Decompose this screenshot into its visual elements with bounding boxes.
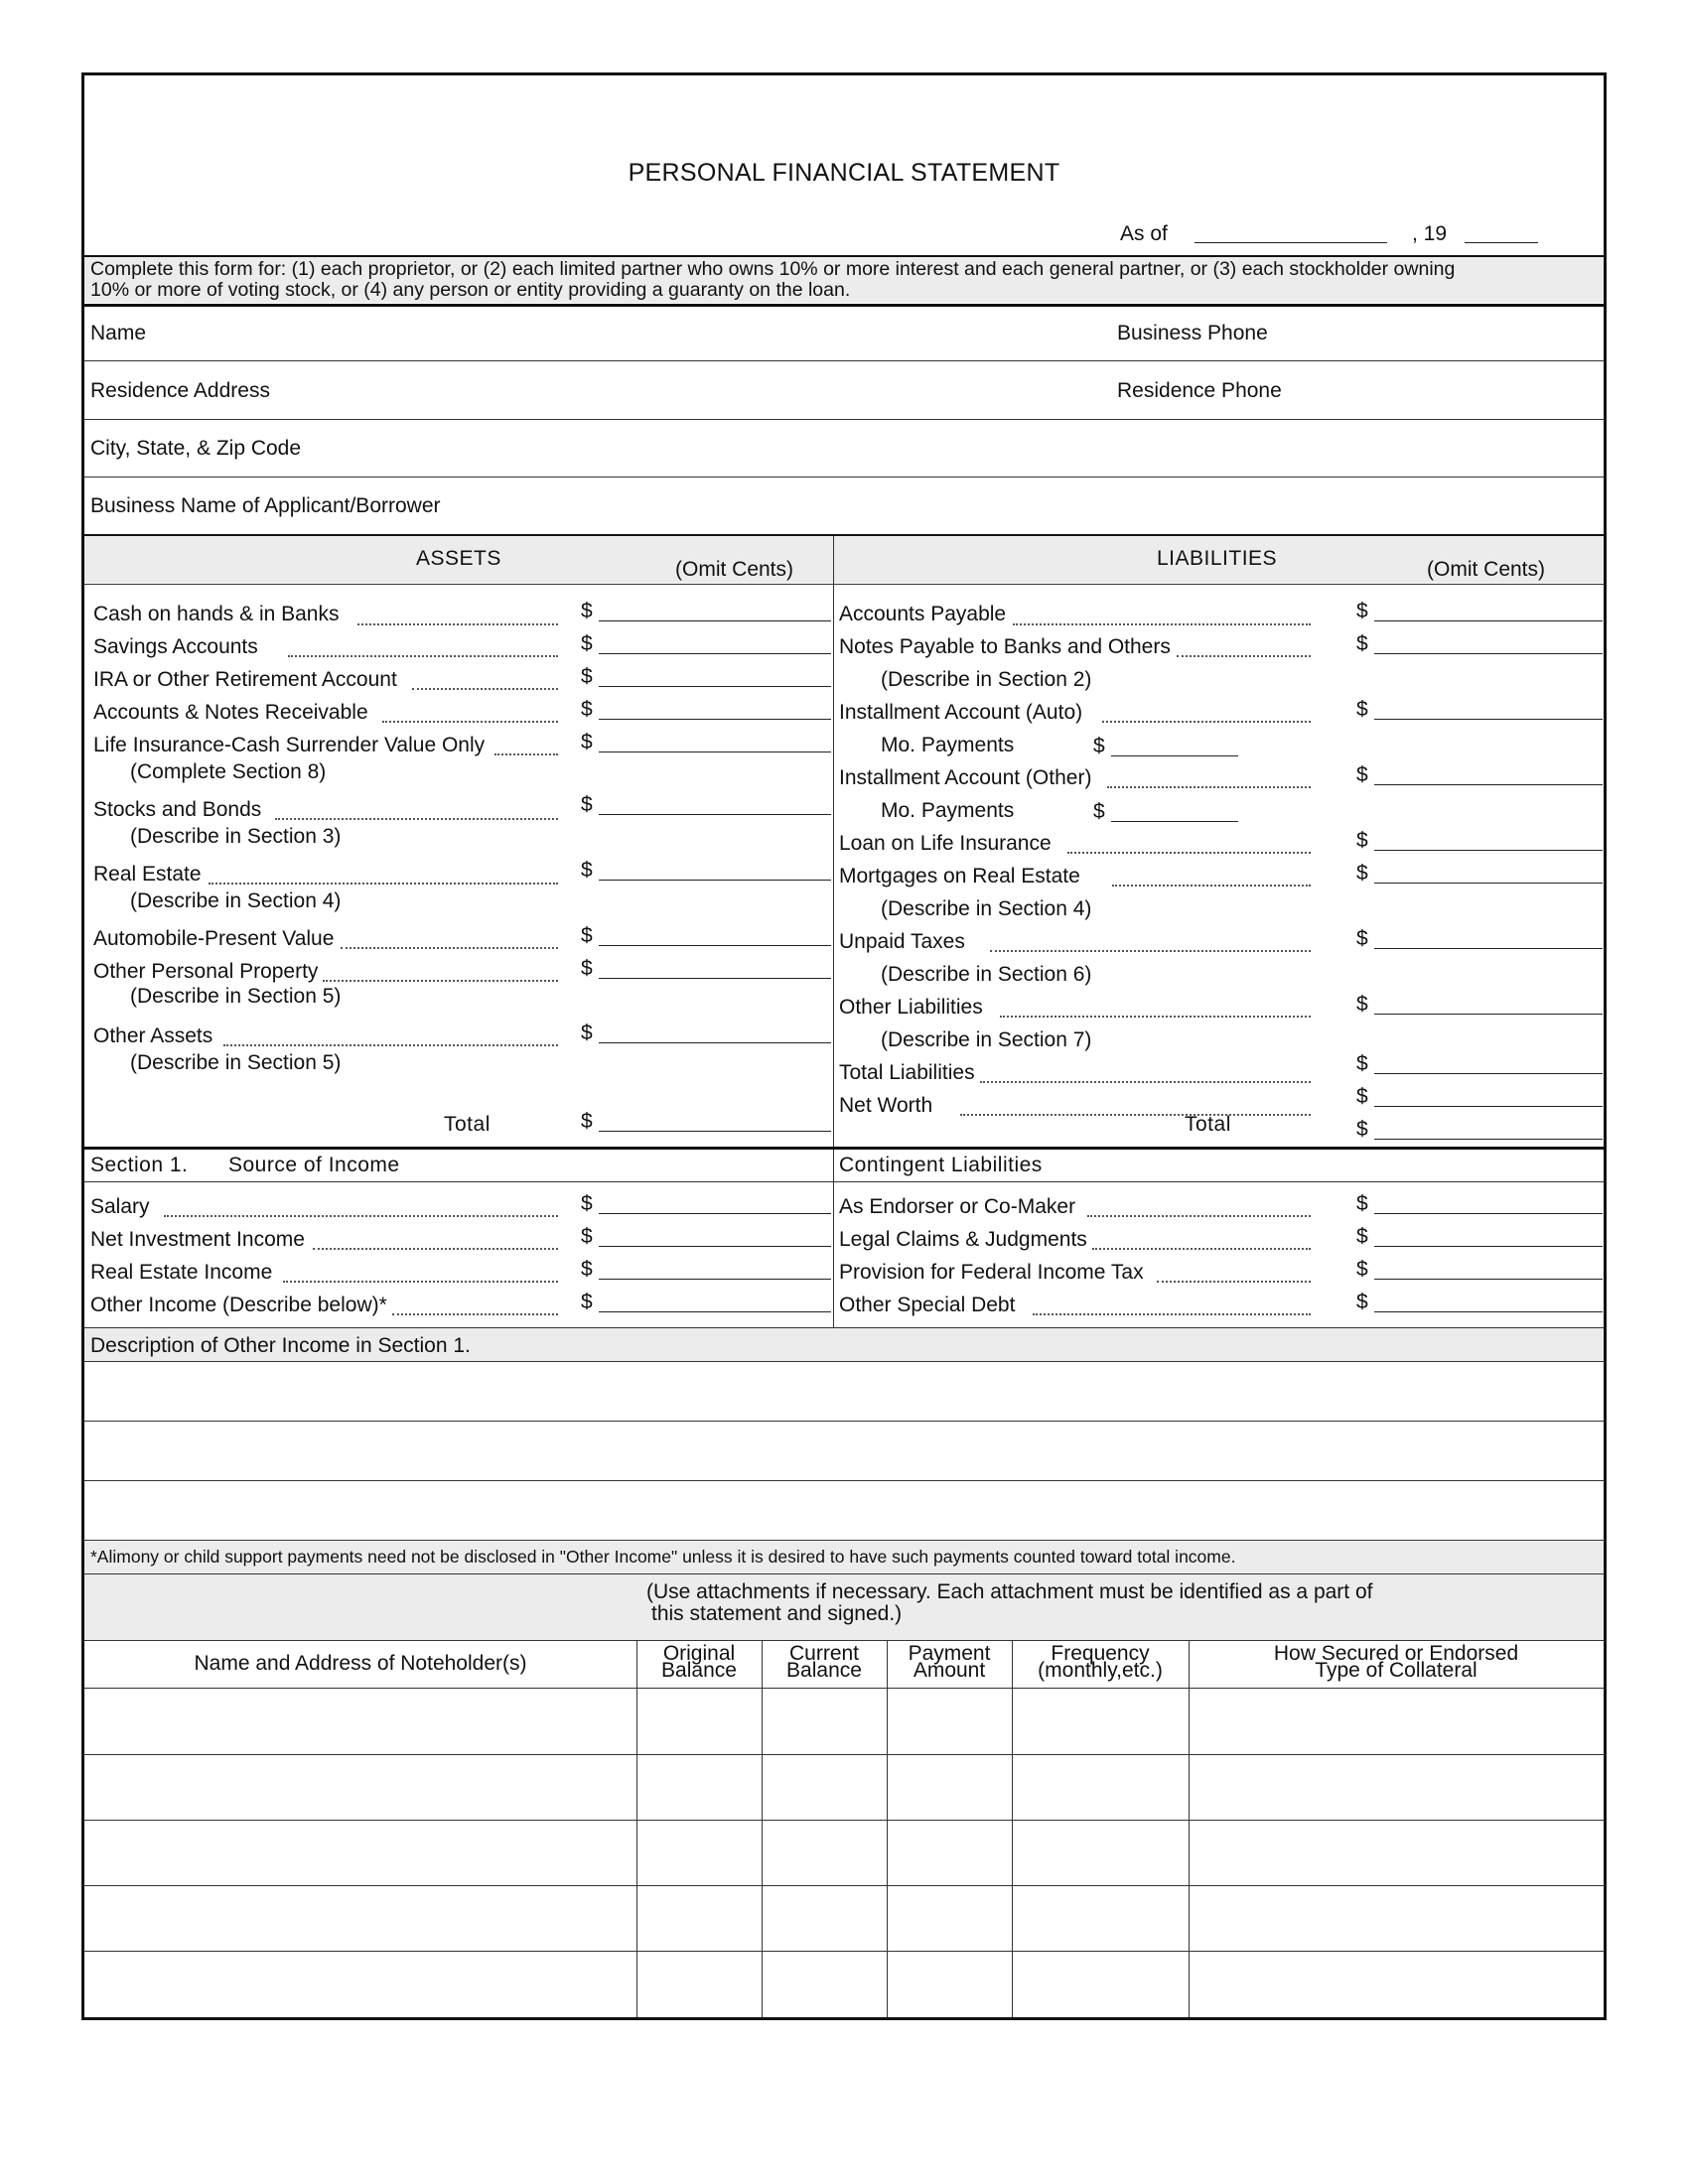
table-cell[interactable] xyxy=(1189,1951,1604,2016)
dollar-sign: $ xyxy=(581,793,593,816)
as-of-label: As of xyxy=(1120,222,1168,245)
table-cell[interactable] xyxy=(1189,1820,1604,1885)
liability-amount-field[interactable] xyxy=(1374,719,1603,720)
income-amount-field[interactable] xyxy=(599,1279,831,1280)
income-label: Salary xyxy=(90,1195,150,1218)
dollar-sign: $ xyxy=(1356,1118,1368,1141)
table-cell[interactable] xyxy=(762,1754,887,1820)
alimony-note: *Alimony or child support payments need not be disclosed in "Other Income" unless it is desired to have such payments counted toward total income. xyxy=(90,1547,1236,1567)
col-frequency-1: Frequency xyxy=(1051,1642,1150,1665)
residence-phone-label: Residence Phone xyxy=(1117,379,1282,402)
liability-sub-label: Mo. Payments xyxy=(881,799,1015,822)
asset-amount-field[interactable] xyxy=(599,880,831,881)
table-cell[interactable] xyxy=(762,1689,887,1754)
liabilities-header: LIABILITIES xyxy=(1157,547,1278,570)
dollar-sign: $ xyxy=(581,1192,593,1215)
liability-amount-field[interactable] xyxy=(1374,948,1603,949)
asset-note: (Describe in Section 5) xyxy=(130,1051,342,1074)
liability-label: Loan on Life Insurance xyxy=(839,832,1052,855)
table-cell[interactable] xyxy=(84,1951,636,2016)
name-label: Name xyxy=(90,322,147,344)
col-payment-amount-1: Payment xyxy=(908,1642,991,1665)
dollar-sign: $ xyxy=(1356,1085,1368,1108)
liability-amount-field[interactable] xyxy=(1374,1014,1603,1015)
dollar-sign: $ xyxy=(1356,927,1368,950)
dollar-sign: $ xyxy=(1093,735,1105,757)
table-cell[interactable] xyxy=(1012,1689,1189,1754)
col-original-balance-1: Original xyxy=(662,1642,736,1665)
dollar-sign: $ xyxy=(1356,829,1368,852)
asset-note: (Complete Section 8) xyxy=(130,760,327,783)
income-amount-field[interactable] xyxy=(599,1213,831,1214)
table-row xyxy=(84,1951,1604,2016)
col-frequency-2: (monthly,etc.) xyxy=(1038,1659,1163,1682)
table-cell[interactable] xyxy=(887,1951,1012,2016)
other-income-description-label: Description of Other Income in Section 1. xyxy=(90,1334,471,1357)
asset-note: (Describe in Section 3) xyxy=(130,825,342,848)
net-worth-field[interactable] xyxy=(1374,1106,1603,1107)
dollar-sign: $ xyxy=(1356,1258,1368,1281)
asset-amount-field[interactable] xyxy=(599,719,831,720)
assets-total-field[interactable] xyxy=(599,1131,831,1132)
liability-amount-field[interactable] xyxy=(1374,653,1603,654)
dollar-sign: $ xyxy=(581,600,593,622)
assets-liabilities-header-band xyxy=(84,536,1604,583)
dollar-sign: $ xyxy=(581,632,593,655)
asset-amount-field[interactable] xyxy=(599,814,831,815)
liability-label: Notes Payable to Banks and Others xyxy=(839,635,1171,658)
table-cell[interactable] xyxy=(84,1820,636,1885)
liability-label: Unpaid Taxes xyxy=(839,930,965,953)
table-cell[interactable] xyxy=(1189,1885,1604,1951)
other-income-line[interactable] xyxy=(84,1481,1604,1540)
form-title: PERSONAL FINANCIAL STATEMENT xyxy=(628,159,1060,187)
table-cell[interactable] xyxy=(84,1689,636,1754)
asset-amount-field[interactable] xyxy=(599,751,831,752)
dollar-sign: $ xyxy=(1356,1052,1368,1075)
dollar-sign: $ xyxy=(1093,800,1105,823)
liability-note: (Describe in Section 2) xyxy=(881,668,1092,691)
income-amount-field[interactable] xyxy=(599,1311,831,1312)
table-row xyxy=(84,1689,1604,1754)
liability-sub-label: Mo. Payments xyxy=(881,734,1015,756)
col-secured-2: Type of Collateral xyxy=(1315,1659,1477,1682)
dollar-sign: $ xyxy=(1356,698,1368,721)
table-cell[interactable] xyxy=(84,1885,636,1951)
table-cell[interactable] xyxy=(887,1754,1012,1820)
asset-label: Stocks and Bonds xyxy=(93,798,262,821)
liability-label: Installment Account (Auto) xyxy=(839,701,1083,724)
section1-title: Source of Income xyxy=(228,1154,400,1176)
table-cell[interactable] xyxy=(636,1820,762,1885)
table-row xyxy=(84,1820,1604,1885)
year-field[interactable] xyxy=(1465,242,1538,243)
assets-omit-cents: (Omit Cents) xyxy=(675,558,794,581)
table-cell[interactable] xyxy=(636,1689,762,1754)
business-phone-field[interactable] xyxy=(1276,314,1594,353)
dollar-sign: $ xyxy=(1356,993,1368,1016)
income-label: Net Investment Income xyxy=(90,1228,305,1251)
instructions-line-1: Complete this form for: (1) each proprietor, or (2) each limited partner who owns 10% or more interest and each general partner, or (3) each stockholder owning xyxy=(90,258,1456,280)
dollar-sign: $ xyxy=(581,1022,593,1044)
table-cell[interactable] xyxy=(887,1820,1012,1885)
assets-total-label: Total xyxy=(444,1113,491,1136)
residence-phone-field[interactable] xyxy=(1286,369,1594,409)
table-cell[interactable] xyxy=(1012,1951,1189,2016)
table-cell[interactable] xyxy=(887,1885,1012,1951)
asset-label: Cash on hands & in Banks xyxy=(93,603,340,625)
contingent-amount-field[interactable] xyxy=(1374,1311,1603,1312)
dollar-sign: $ xyxy=(581,698,593,721)
liability-amount-field[interactable] xyxy=(1374,620,1603,621)
table-cell[interactable] xyxy=(1189,1754,1604,1820)
col-current-balance-1: Current xyxy=(788,1642,860,1665)
other-income-line[interactable] xyxy=(84,1362,1604,1421)
asset-label: Automobile-Present Value xyxy=(93,927,335,950)
contingent-label: As Endorser or Co-Maker xyxy=(839,1195,1076,1218)
dollar-sign: $ xyxy=(1356,862,1368,885)
liability-note: (Describe in Section 7) xyxy=(881,1028,1092,1051)
table-cell[interactable] xyxy=(636,1754,762,1820)
asset-label: Life Insurance-Cash Surrender Value Only xyxy=(93,734,486,756)
contingent-amount-field[interactable] xyxy=(1374,1279,1603,1280)
liability-note: (Describe in Section 6) xyxy=(881,963,1092,986)
table-row xyxy=(84,1754,1604,1820)
table-cell[interactable] xyxy=(762,1820,887,1885)
dollar-sign: $ xyxy=(1356,600,1368,622)
income-label: Other Income (Describe below)* xyxy=(90,1294,387,1316)
mo-payments-other-field[interactable] xyxy=(1111,821,1238,822)
asset-label: Accounts & Notes Receivable xyxy=(93,701,368,724)
dollar-sign: $ xyxy=(581,1110,593,1133)
table-cell[interactable] xyxy=(636,1951,762,2016)
col-current-balance-2: Balance xyxy=(786,1659,862,1682)
city-state-zip-field[interactable] xyxy=(313,427,1594,467)
table-cell[interactable] xyxy=(762,1885,887,1951)
other-income-line[interactable] xyxy=(84,1422,1604,1480)
liability-amount-field[interactable] xyxy=(1374,850,1603,851)
table-row xyxy=(84,1885,1604,1951)
contingent-amount-field[interactable] xyxy=(1374,1246,1603,1247)
mo-payments-auto-field[interactable] xyxy=(1111,755,1238,756)
liability-note: (Describe in Section 4) xyxy=(881,897,1092,920)
asset-amount-field[interactable] xyxy=(599,686,831,687)
dollar-sign: $ xyxy=(1356,1192,1368,1215)
asset-amount-field[interactable] xyxy=(599,1042,831,1043)
residence-address-label: Residence Address xyxy=(90,379,270,402)
dollar-sign: $ xyxy=(1356,632,1368,655)
as-of-date-field[interactable] xyxy=(1195,242,1387,243)
financial-statement-form xyxy=(81,72,1607,2020)
income-label: Real Estate Income xyxy=(90,1261,273,1284)
table-cell[interactable] xyxy=(1012,1820,1189,1885)
asset-label: IRA or Other Retirement Account xyxy=(93,668,397,691)
assets-header: ASSETS xyxy=(416,547,501,570)
liability-label: Other Liabilities xyxy=(839,996,983,1019)
liabilities-omit-cents: (Omit Cents) xyxy=(1427,558,1546,581)
instructions-line-2: 10% or more of voting stock, or (4) any person or entity providing a guaranty on the loan. xyxy=(90,279,851,301)
asset-amount-field[interactable] xyxy=(599,978,831,979)
asset-amount-field[interactable] xyxy=(599,653,831,654)
city-state-zip-label: City, State, & Zip Code xyxy=(90,437,302,460)
liability-label: Installment Account (Other) xyxy=(839,766,1092,789)
business-name-field[interactable] xyxy=(452,484,1594,524)
asset-label: Other Assets xyxy=(93,1024,213,1047)
liability-label: Total Liabilities xyxy=(839,1061,975,1084)
table-cell[interactable] xyxy=(636,1885,762,1951)
asset-label: Real Estate xyxy=(93,863,202,886)
name-field[interactable] xyxy=(154,314,1107,353)
liability-label: Net Worth xyxy=(839,1094,933,1117)
table-cell[interactable] xyxy=(887,1689,1012,1754)
dollar-sign: $ xyxy=(581,924,593,947)
contingent-label: Legal Claims & Judgments xyxy=(839,1228,1087,1251)
residence-address-field[interactable] xyxy=(283,369,1107,409)
liability-amount-field[interactable] xyxy=(1374,1073,1603,1074)
liability-label: Mortgages on Real Estate xyxy=(839,865,1080,887)
table-cell[interactable] xyxy=(1012,1754,1189,1820)
contingent-amount-field[interactable] xyxy=(1374,1213,1603,1214)
business-phone-label: Business Phone xyxy=(1117,322,1268,344)
asset-note: (Describe in Section 4) xyxy=(130,889,342,912)
dollar-sign: $ xyxy=(581,665,593,688)
business-name-label: Business Name of Applicant/Borrower xyxy=(90,494,441,517)
attachments-line-1: (Use attachments if necessary. Each attachment must be identified as a part of xyxy=(646,1580,1373,1603)
year-label: , 19 xyxy=(1412,222,1448,245)
dollar-sign: $ xyxy=(581,1258,593,1281)
contingent-label: Provision for Federal Income Tax xyxy=(839,1261,1144,1284)
dollar-sign: $ xyxy=(581,1291,593,1313)
col-secured-1: How Secured or Endorsed xyxy=(1273,1642,1519,1665)
asset-note: (Describe in Section 5) xyxy=(130,985,342,1008)
income-amount-field[interactable] xyxy=(599,1246,831,1247)
attachments-line-2: this statement and signed.) xyxy=(651,1602,903,1625)
liability-label: Accounts Payable xyxy=(839,603,1007,625)
col-original-balance-2: Balance xyxy=(661,1659,737,1682)
dollar-sign: $ xyxy=(1356,1291,1368,1313)
asset-amount-field[interactable] xyxy=(599,945,831,946)
liability-amount-field[interactable] xyxy=(1374,784,1603,785)
asset-amount-field[interactable] xyxy=(599,620,831,621)
dollar-sign: $ xyxy=(581,859,593,882)
col-noteholder: Name and Address of Noteholder(s) xyxy=(194,1652,527,1675)
col-payment-amount-2: Amount xyxy=(913,1659,986,1682)
table-cell[interactable] xyxy=(1189,1689,1604,1754)
table-cell[interactable] xyxy=(1012,1885,1189,1951)
liabilities-total-field[interactable] xyxy=(1374,1139,1603,1140)
section1-number: Section 1. xyxy=(90,1154,189,1176)
dollar-sign: $ xyxy=(1356,763,1368,786)
dollar-sign: $ xyxy=(1356,1225,1368,1248)
asset-label: Savings Accounts xyxy=(93,635,258,658)
contingent-title: Contingent Liabilities xyxy=(839,1154,1043,1176)
dollar-sign: $ xyxy=(581,957,593,980)
table-cell[interactable] xyxy=(762,1951,887,2016)
contingent-label: Other Special Debt xyxy=(839,1294,1016,1316)
liabilities-total-label: Total xyxy=(1185,1113,1231,1136)
table-cell[interactable] xyxy=(84,1754,636,1820)
asset-label: Other Personal Property xyxy=(93,960,319,983)
liability-amount-field[interactable] xyxy=(1374,883,1603,884)
dollar-sign: $ xyxy=(581,1225,593,1248)
dollar-sign: $ xyxy=(581,731,593,753)
